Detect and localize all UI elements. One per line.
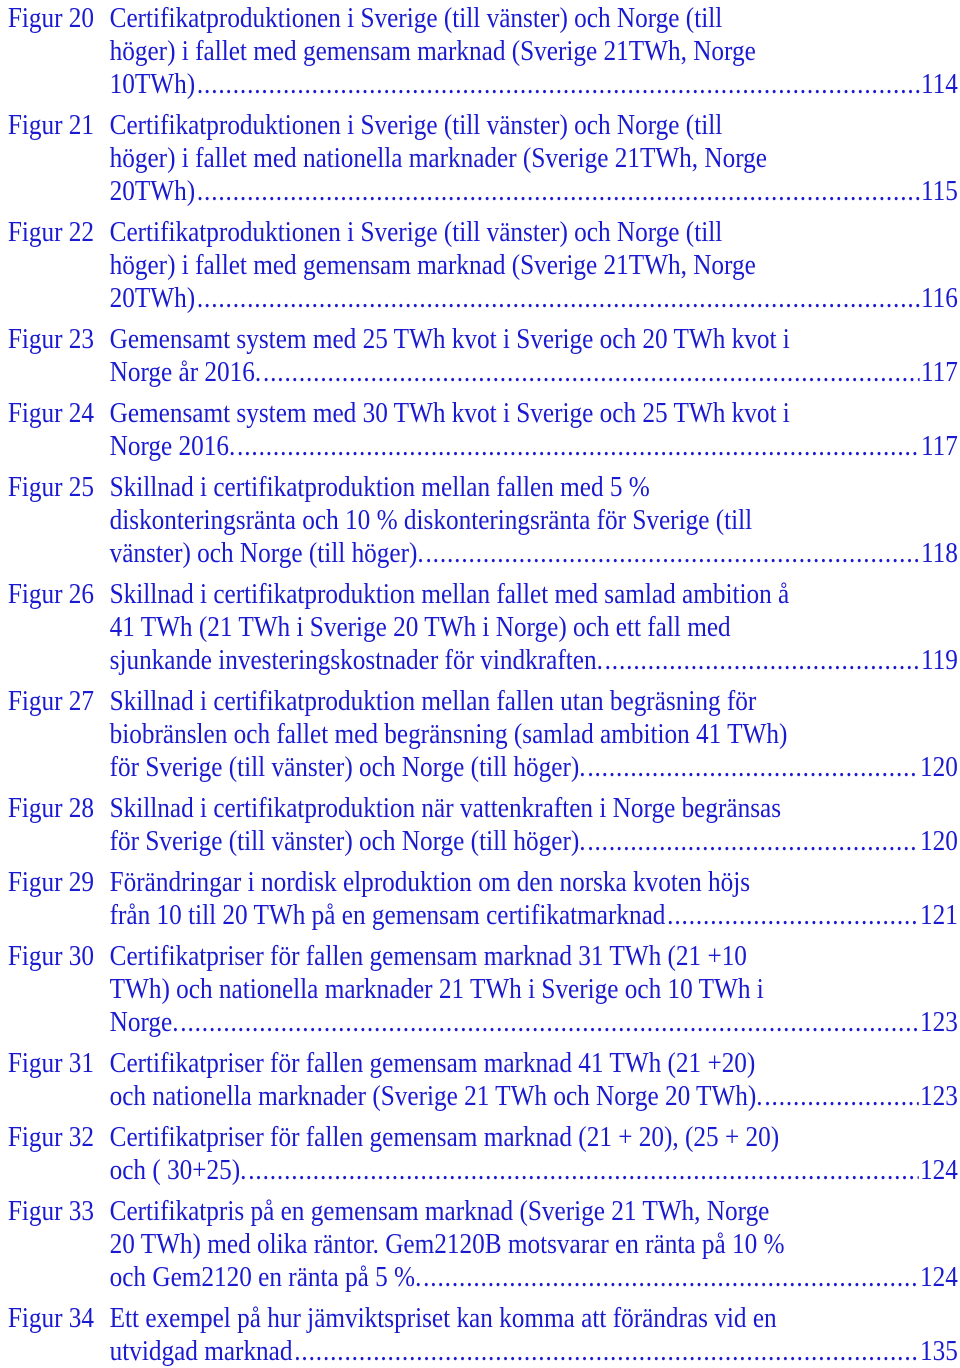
page-number[interactable]: 123 [920,1080,958,1112]
entry-line [0,1195,960,1228]
toc-entry[interactable] [0,109,960,208]
figure-caption-text: sjunkande investeringskostnader för vindkraften. [109,644,603,676]
toc-entry[interactable] [0,2,960,101]
figure-caption-text: 20 TWh) med olika räntor. Gem2120B motsvarar en ränta på 10 % [109,1228,785,1260]
figure-caption-text: höger) i fallet med nationella marknader (Sverige 21TWh, Norge [109,142,768,174]
dot-leader [180,1006,918,1039]
dot-leader [294,1335,918,1368]
entry-line [0,323,960,356]
figure-label: Figur 29 [7,866,95,898]
figure-caption-text: höger) i fallet med gemensam marknad (Sverige 21TWh, Norge [109,35,756,67]
entry-line [0,2,960,35]
entry-line [0,356,960,389]
entry-line [0,825,960,858]
figure-caption-text: 20TWh) [109,175,196,207]
entry-line [0,216,960,249]
entry-line [0,1302,960,1335]
entry-line [0,611,960,644]
figure-caption-text: Norge 2016. [109,430,236,462]
figure-caption-text: TWh) och nationella marknader 21 TWh i Sverige och 10 TWh i [109,973,764,1005]
entry-line [0,1228,960,1261]
figure-caption-text: Skillnad i certifikatproduktion mellan fallet med samlad ambition å [109,578,790,610]
entry-line [0,430,960,463]
entry-line [0,1261,960,1294]
toc-entry[interactable] [0,578,960,677]
figure-label: Figur 23 [7,323,95,355]
figure-caption-text: Norge. [109,1006,179,1038]
figure-caption-text: Certifikatpriser för fallen gemensam marknad (21 + 20), (25 + 20) [109,1121,780,1153]
dot-leader [605,644,920,677]
page-number[interactable]: 121 [920,899,958,931]
dot-leader [764,1080,918,1113]
page-number[interactable]: 116 [920,282,958,314]
figure-caption-text: Certifikatproduktionen i Sverige (till vänster) och Norge (till [109,216,723,248]
entry-line [0,685,960,718]
page-number[interactable]: 124 [920,1261,958,1293]
dot-leader [423,1261,918,1294]
figure-caption-text: Gemensamt system med 30 TWh kvot i Sverige och 25 TWh kvot i [109,397,790,429]
toc-entry[interactable] [0,216,960,315]
toc-entry[interactable] [0,397,960,463]
figure-caption-text: vänster) och Norge (till höger). [109,537,424,569]
page-number[interactable]: 123 [920,1006,958,1038]
figure-caption-text: och nationella marknader (Sverige 21 TWh och Norge 20 TWh). [109,1080,763,1112]
dot-leader [425,537,919,570]
figure-caption-text: Certifikatpriser för fallen gemensam marknad 31 TWh (21 +10 [109,940,747,972]
entry-line [0,792,960,825]
toc-entry[interactable] [0,685,960,784]
figure-caption-text: från 10 till 20 TWh på en gemensam certifikatmarknad [109,899,666,931]
toc-entry[interactable] [0,1047,960,1113]
toc-entry[interactable] [0,323,960,389]
figure-label: Figur 20 [7,2,95,34]
dot-leader [248,1154,918,1187]
entry-line [0,718,960,751]
entry-line [0,249,960,282]
toc-entry[interactable] [0,866,960,932]
figure-label: Figur 25 [7,471,95,503]
entry-line [0,1335,960,1368]
figure-caption-text: Certifikatpriser för fallen gemensam marknad 41 TWh (21 +20) [109,1047,756,1079]
figure-label: Figur 26 [7,578,95,610]
toc-entry[interactable] [0,792,960,858]
figure-caption-text: Norge år 2016. [109,356,262,388]
figure-label: Figur 33 [7,1195,95,1227]
page-number[interactable]: 117 [920,356,958,388]
dot-leader [237,430,919,463]
figure-caption-text: Certifikatproduktionen i Sverige (till vänster) och Norge (till [109,109,723,141]
toc-entry[interactable] [0,940,960,1039]
entry-line [0,537,960,570]
entry-line [0,504,960,537]
entry-line [0,866,960,899]
figure-label: Figur 27 [7,685,95,717]
entry-line [0,644,960,677]
dot-leader [587,825,918,858]
dot-leader [667,899,918,932]
entry-line [0,1006,960,1039]
figure-caption-text: diskonteringsränta och 10 % diskonteringsränta för Sverige (till [109,504,753,536]
figure-label: Figur 22 [7,216,95,248]
page-number[interactable]: 114 [920,68,958,100]
figure-label: Figur 32 [7,1121,95,1153]
figure-caption-text: och Gem2120 en ränta på 5 %. [109,1261,422,1293]
figure-caption-text: Skillnad i certifikatproduktion mellan fallen med 5 % [109,471,650,503]
entry-line [0,109,960,142]
entry-line [0,1047,960,1080]
figure-caption-text: och ( 30+25). [109,1154,247,1186]
dot-leader [197,68,919,101]
page-number[interactable]: 120 [920,751,958,783]
entry-line [0,142,960,175]
figure-caption-text: Skillnad i certifikatproduktion när vattenkraften i Norge begränsas [109,792,782,824]
page-number[interactable]: 135 [920,1335,958,1367]
figure-caption-text: höger) i fallet med gemensam marknad (Sverige 21TWh, Norge [109,249,756,281]
entry-line [0,282,960,315]
figure-caption-text: 20TWh) [109,282,196,314]
dot-leader [263,356,919,389]
dot-leader [587,751,918,784]
figure-caption-text: biobränslen och fallet med begränsning (samlad ambition 41 TWh) [109,718,788,750]
entry-line [0,68,960,101]
figure-caption-text: för Sverige (till vänster) och Norge (till höger). [109,825,586,857]
page-number[interactable]: 115 [920,175,958,207]
page-number[interactable]: 120 [920,825,958,857]
figure-label: Figur 28 [7,792,95,824]
figure-caption-text: Certifikatpris på en gemensam marknad (Sverige 21 TWh, Norge [109,1195,770,1227]
entry-line [0,899,960,932]
toc-entry[interactable] [0,1121,960,1187]
figure-caption-text: Certifikatproduktionen i Sverige (till vänster) och Norge (till [109,2,723,34]
figure-caption-text: 41 TWh (21 TWh i Sverige 20 TWh i Norge) och ett fall med [109,611,731,643]
figure-caption-text: för Sverige (till vänster) och Norge (till höger). [109,751,586,783]
dot-leader [197,175,919,208]
figure-caption-text: utvidgad marknad [109,1335,293,1367]
dot-leader [197,282,919,315]
toc-entry[interactable] [0,1302,960,1368]
entry-line [0,175,960,208]
figure-caption-text: Skillnad i certifikatproduktion mellan fallen utan begräsning för [109,685,757,717]
page-number[interactable]: 119 [920,644,958,676]
toc-entry[interactable] [0,1195,960,1294]
page-number[interactable]: 118 [920,537,958,569]
entry-line [0,35,960,68]
entry-line [0,973,960,1006]
entry-line [0,1154,960,1187]
entry-line [0,578,960,611]
entry-line [0,1121,960,1154]
figure-label: Figur 21 [7,109,95,141]
entry-line [0,397,960,430]
figure-label: Figur 34 [7,1302,95,1334]
toc-entry[interactable] [0,471,960,570]
page-number[interactable]: 117 [920,430,958,462]
figure-caption-text: Förändringar i nordisk elproduktion om den norska kvoten höjs [109,866,751,898]
entry-line [0,1080,960,1113]
figure-caption-text: Gemensamt system med 25 TWh kvot i Sverige och 20 TWh kvot i [109,323,790,355]
entry-line [0,471,960,504]
entry-line [0,751,960,784]
figure-caption-text: 10TWh) [109,68,196,100]
figure-label: Figur 30 [7,940,95,972]
page-number[interactable]: 124 [920,1154,958,1186]
figure-label: Figur 31 [7,1047,95,1079]
entry-line [0,940,960,973]
figure-label: Figur 24 [7,397,95,429]
figure-caption-text: Ett exempel på hur jämviktspriset kan komma att förändras vid en [109,1302,777,1334]
